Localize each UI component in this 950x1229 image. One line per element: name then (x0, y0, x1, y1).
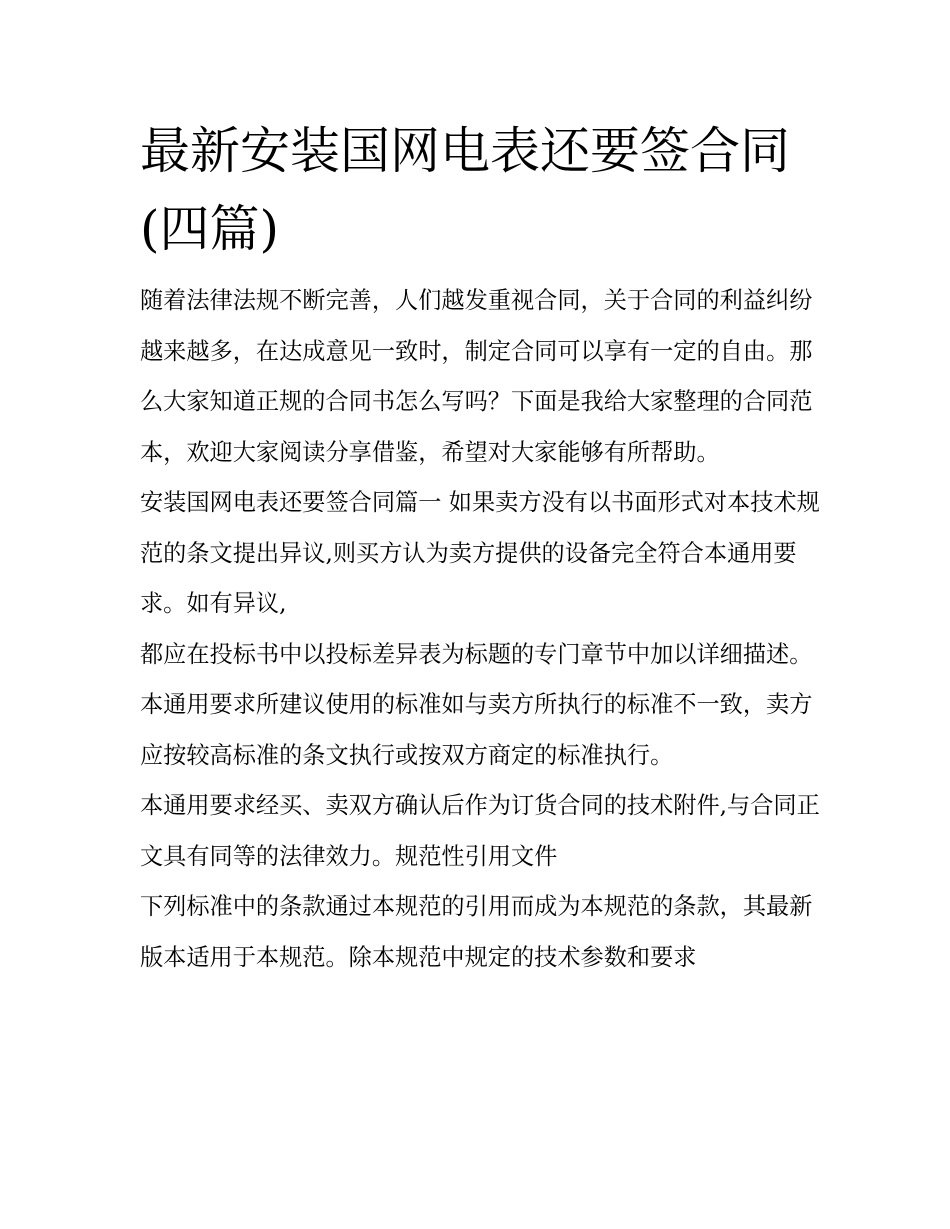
paragraph-section-one: 安装国网电表还要签合同篇一 如果卖方没有以书面形式对本技术规范的条文提出异议,则买方认为卖方提供的设备完全符合本通用要求。如有异议, (140, 489, 820, 617)
paragraph-references: 下列标准中的条款通过本规范的引用而成为本规范的条款，其最新版本适用于本规范。除本规范中规定的技术参数和要求 (140, 893, 813, 971)
document-body (140, 276, 820, 983)
paragraph-intro: 随着法律法规不断完善，人们越发重视合同，关于合同的利益纠纷越来越多，在达成意见一致时，制定合同可以享有一定的自由。那么大家知道正规的合同书怎么写吗？下面是我给大家整理的合同范本，欢迎大家阅读分享借鉴，希望对大家能够有所帮助。 (140, 287, 813, 466)
paragraph-confirmation: 本通用要求经买、卖双方确认后作为订货合同的技术附件,与合同正文具有同等的法律效力。规范性引用文件 (140, 792, 820, 870)
paragraph-standards: 本通用要求所建议使用的标准如与卖方所执行的标准不一致，卖方应按较高标准的条文执行或按双方商定的标准执行。 (140, 691, 813, 769)
paragraph-objection-description: 都应在投标书中以投标差异表为标题的专门章节中加以详细描述。 (140, 640, 813, 668)
document-title: 最新安装国网电表还要签合同(四篇) (140, 122, 790, 258)
